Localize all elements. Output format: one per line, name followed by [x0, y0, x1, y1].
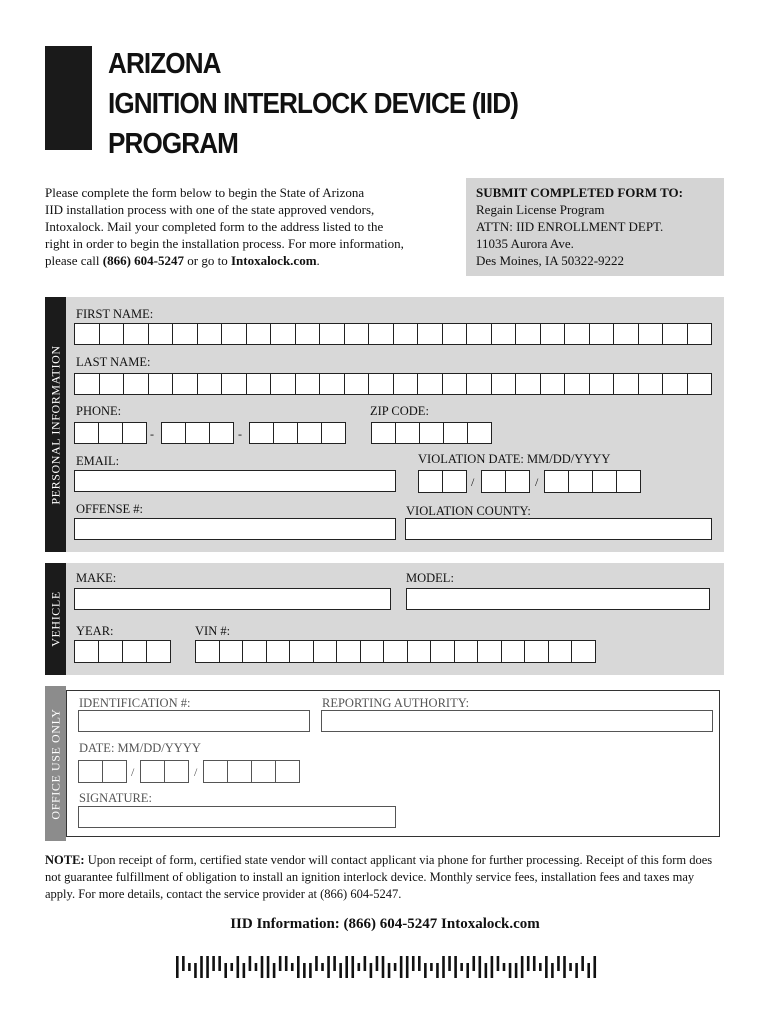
- character-box[interactable]: [266, 640, 291, 663]
- character-box[interactable]: [371, 422, 396, 444]
- character-box[interactable]: [481, 470, 506, 493]
- barcode-bar: [382, 956, 385, 978]
- character-box[interactable]: [548, 640, 573, 663]
- barcode-bar: [557, 956, 560, 971]
- character-box[interactable]: [662, 323, 688, 345]
- office-use-sidebar-label: OFFICE USE ONLY: [48, 707, 62, 820]
- barcode-bar: [291, 963, 294, 971]
- title-line-1: ARIZONA: [108, 48, 221, 80]
- character-box[interactable]: [99, 323, 125, 345]
- character-box[interactable]: [164, 760, 189, 783]
- character-box[interactable]: [246, 323, 272, 345]
- barcode-bar: [418, 956, 421, 971]
- date-slash: /: [131, 765, 135, 779]
- date-slash: /: [535, 475, 539, 489]
- character-box[interactable]: [638, 323, 664, 345]
- barcode-bar: [539, 963, 542, 971]
- character-box[interactable]: [613, 323, 639, 345]
- barcode-bar: [333, 956, 336, 971]
- submit-address-line: Regain License Program: [476, 202, 605, 217]
- last-name-field[interactable]: [74, 373, 711, 395]
- barcode-bar: [182, 956, 185, 971]
- character-box[interactable]: [505, 470, 530, 493]
- character-box[interactable]: [148, 323, 174, 345]
- character-box[interactable]: [270, 373, 296, 395]
- character-box[interactable]: [319, 323, 345, 345]
- character-box[interactable]: [203, 760, 228, 783]
- character-box[interactable]: [501, 640, 526, 663]
- character-box[interactable]: [221, 373, 247, 395]
- barcode-bar: [279, 956, 282, 971]
- barcode-bar: [406, 956, 409, 978]
- character-box[interactable]: [454, 640, 479, 663]
- barcode-bar: [593, 956, 596, 978]
- character-box[interactable]: [270, 323, 296, 345]
- submit-heading: SUBMIT COMPLETED FORM TO:: [476, 185, 683, 200]
- reporting-authority-field[interactable]: [321, 710, 713, 732]
- barcode-bar: [321, 963, 324, 971]
- character-box[interactable]: [687, 373, 713, 395]
- zip-code-field[interactable]: [371, 422, 491, 444]
- character-box[interactable]: [219, 640, 244, 663]
- character-box[interactable]: [613, 373, 639, 395]
- character-box[interactable]: [442, 373, 468, 395]
- barcode-bar: [255, 963, 258, 971]
- barcode-bar: [200, 956, 203, 978]
- identification-field[interactable]: [78, 710, 310, 732]
- signature-field[interactable]: [78, 806, 396, 828]
- offense-number-label: OFFENSE #:: [76, 502, 144, 516]
- reporting-authority-label: REPORTING AUTHORITY:: [322, 696, 470, 710]
- character-box[interactable]: [148, 373, 174, 395]
- barcode-bar: [261, 956, 264, 978]
- barcode-bar: [364, 956, 367, 971]
- submit-address-line: 11035 Aurora Ave.: [476, 236, 574, 251]
- character-box[interactable]: [360, 640, 385, 663]
- barcode-bar: [224, 963, 227, 978]
- submit-address-line: ATTN: IID ENROLLMENT DEPT.: [476, 219, 664, 234]
- intro-text: .: [316, 253, 320, 268]
- barcode-bar: [436, 963, 439, 978]
- barcode-bar: [503, 963, 506, 971]
- date-slash: /: [471, 475, 475, 489]
- barcode-bar: [454, 956, 457, 978]
- character-box[interactable]: [122, 640, 147, 663]
- character-box[interactable]: [466, 323, 492, 345]
- character-box[interactable]: [123, 323, 149, 345]
- note-text: Upon receipt of form, certified state vendor will contact applicant via phone for further processing. Receipt of this form does not guarantee fulfillment of obligation to install an ignition interlock device. Monthly service fees, installation fees and taxes may apply. For more details, contact the service provider at (866) 604-5247.: [45, 853, 713, 901]
- submit-address-box: [466, 178, 724, 276]
- make-field[interactable]: [74, 588, 391, 610]
- title-block-bar: [45, 46, 92, 150]
- date-slash: /: [194, 765, 198, 779]
- barcode-bar: [188, 963, 191, 971]
- phone-label: PHONE:: [76, 404, 122, 418]
- character-box[interactable]: [368, 323, 394, 345]
- character-box[interactable]: [540, 373, 566, 395]
- character-box[interactable]: [662, 373, 688, 395]
- barcode-bar: [472, 956, 475, 971]
- barcode-bar: [545, 956, 548, 978]
- character-box[interactable]: [589, 323, 615, 345]
- character-box[interactable]: [313, 640, 338, 663]
- character-box[interactable]: [515, 323, 541, 345]
- barcode-bar: [581, 956, 584, 971]
- make-label: MAKE:: [76, 571, 117, 585]
- character-box[interactable]: [140, 760, 165, 783]
- character-box[interactable]: [227, 760, 252, 783]
- barcode-bar: [358, 963, 361, 971]
- character-box[interactable]: [564, 373, 590, 395]
- office-date-day-field[interactable]: [140, 760, 188, 783]
- intro-text: or go to: [184, 253, 231, 268]
- barcode-bar: [448, 956, 451, 971]
- barcode-bar: [315, 956, 318, 971]
- vehicle-sidebar-label: VEHICLE: [48, 591, 62, 647]
- office-date-year-field[interactable]: [203, 760, 299, 783]
- email-label: EMAIL:: [76, 454, 120, 468]
- intro-phone: (866) 604-5247: [102, 253, 184, 268]
- barcode-bar: [424, 963, 427, 978]
- barcode-bar: [309, 963, 312, 978]
- character-box[interactable]: [161, 422, 186, 444]
- personal-info-sidebar: [45, 297, 66, 552]
- character-box[interactable]: [295, 323, 321, 345]
- character-box[interactable]: [589, 373, 615, 395]
- character-box[interactable]: [491, 323, 517, 345]
- phone-line-number-field[interactable]: [249, 422, 345, 444]
- character-box[interactable]: [466, 373, 492, 395]
- barcode-bar: [412, 956, 415, 971]
- barcode-bar: [479, 956, 482, 978]
- character-box[interactable]: [407, 640, 432, 663]
- barcode-bar: [218, 956, 221, 971]
- violation-county-label: VIOLATION COUNTY:: [406, 504, 531, 518]
- character-box[interactable]: [540, 323, 566, 345]
- character-box[interactable]: [295, 373, 321, 395]
- character-box[interactable]: [98, 422, 123, 444]
- character-box[interactable]: [336, 640, 361, 663]
- character-box[interactable]: [592, 470, 617, 493]
- page-title: [108, 44, 518, 164]
- violation-date-month-field[interactable]: [418, 470, 466, 493]
- character-box[interactable]: [430, 640, 455, 663]
- footer-info: IID Information: (866) 604-5247 Intoxalock.com: [230, 916, 540, 932]
- character-box[interactable]: [616, 470, 641, 493]
- intro-paragraph: [45, 184, 455, 269]
- character-box[interactable]: [571, 640, 596, 663]
- character-box[interactable]: [393, 323, 419, 345]
- character-box[interactable]: [74, 323, 100, 345]
- character-box[interactable]: [321, 422, 346, 444]
- barcode-bar: [400, 956, 403, 978]
- character-box[interactable]: [491, 373, 517, 395]
- character-box[interactable]: [419, 422, 444, 444]
- character-box[interactable]: [368, 373, 394, 395]
- character-box[interactable]: [172, 323, 198, 345]
- intro-line: [45, 252, 455, 269]
- office-date-label: DATE: MM/DD/YYYY: [79, 741, 201, 755]
- character-box[interactable]: [242, 640, 267, 663]
- character-box[interactable]: [393, 373, 419, 395]
- violation-date-day-field[interactable]: [481, 470, 529, 493]
- barcode-bar: [339, 963, 342, 978]
- barcode-bar: [515, 963, 518, 978]
- barcode-bar: [430, 963, 433, 971]
- character-box[interactable]: [197, 323, 223, 345]
- office-date-month-field[interactable]: [78, 760, 126, 783]
- identification-label: IDENTIFICATION #:: [79, 696, 191, 710]
- barcode-bar: [243, 963, 246, 978]
- barcode-bar: [563, 956, 566, 978]
- model-label: MODEL:: [406, 571, 454, 585]
- character-box[interactable]: [417, 373, 443, 395]
- year-field[interactable]: [74, 640, 170, 663]
- character-box[interactable]: [417, 323, 443, 345]
- barcode-bar: [569, 963, 572, 971]
- intro-text: please call: [45, 253, 103, 268]
- character-box[interactable]: [544, 470, 569, 493]
- character-box[interactable]: [209, 422, 234, 444]
- barcode-bar: [303, 963, 306, 978]
- barcode-bar: [587, 963, 590, 978]
- character-box[interactable]: [383, 640, 408, 663]
- barcode-bar: [297, 956, 300, 978]
- first-name-field[interactable]: [74, 323, 711, 345]
- character-box[interactable]: [102, 760, 127, 783]
- character-box[interactable]: [221, 323, 247, 345]
- character-box[interactable]: [251, 760, 276, 783]
- title-line-3: PROGRAM: [108, 128, 239, 160]
- note-label: NOTE:: [45, 853, 85, 867]
- character-box[interactable]: [74, 373, 100, 395]
- character-box[interactable]: [99, 373, 125, 395]
- vin-label: VIN #:: [195, 624, 231, 638]
- violation-county-field[interactable]: [405, 518, 712, 540]
- character-box[interactable]: [395, 422, 420, 444]
- intro-website-link[interactable]: Intoxalock.com: [230, 253, 317, 268]
- phone-prefix-field[interactable]: [161, 422, 233, 444]
- barcode-bar: [388, 963, 391, 978]
- barcode-bar: [351, 956, 354, 978]
- barcode-bar: [509, 963, 512, 978]
- office-use-sidebar: [45, 686, 66, 841]
- character-box[interactable]: [74, 640, 99, 663]
- phone-dash: -: [150, 427, 154, 441]
- character-box[interactable]: [122, 422, 147, 444]
- barcode-bar: [497, 956, 500, 971]
- barcode-bar: [176, 956, 179, 978]
- character-box[interactable]: [564, 323, 590, 345]
- barcode-bar: [485, 963, 488, 978]
- first-name-label: FIRST NAME:: [76, 307, 154, 321]
- barcode-bar: [249, 956, 252, 971]
- title-line-2: IGNITION INTERLOCK DEVICE (IID): [108, 88, 519, 120]
- submit-address-line: Des Moines, IA 50322-9222: [476, 253, 625, 268]
- character-box[interactable]: [195, 640, 220, 663]
- postal-barcode: [176, 956, 602, 978]
- character-box[interactable]: [249, 422, 274, 444]
- barcode-bar: [237, 956, 240, 978]
- note-paragraph: [45, 852, 725, 903]
- barcode-bar: [521, 956, 524, 978]
- barcode-bar: [206, 956, 209, 978]
- character-box[interactable]: [98, 640, 123, 663]
- character-box[interactable]: [515, 373, 541, 395]
- zip-code-label: ZIP CODE:: [370, 404, 429, 418]
- barcode-bar: [491, 956, 494, 978]
- character-box[interactable]: [197, 373, 223, 395]
- character-box[interactable]: [146, 640, 171, 663]
- intro-line: IID installation process with one of the state approved vendors,: [45, 202, 375, 217]
- model-field[interactable]: [406, 588, 710, 610]
- offense-number-field[interactable]: [74, 518, 396, 540]
- phone-dash: -: [238, 427, 242, 441]
- character-box[interactable]: [687, 323, 713, 345]
- barcode-bar: [551, 963, 554, 978]
- character-box[interactable]: [273, 422, 298, 444]
- character-box[interactable]: [289, 640, 314, 663]
- character-box[interactable]: [344, 373, 370, 395]
- character-box[interactable]: [524, 640, 549, 663]
- barcode-bar: [442, 956, 445, 978]
- year-label: YEAR:: [76, 624, 114, 638]
- last-name-label: LAST NAME:: [76, 355, 151, 369]
- character-box[interactable]: [442, 470, 467, 493]
- email-field[interactable]: [74, 470, 396, 492]
- character-box[interactable]: [418, 470, 443, 493]
- barcode-bar: [575, 963, 578, 978]
- character-box[interactable]: [442, 323, 468, 345]
- character-box[interactable]: [78, 760, 103, 783]
- barcode-bar: [394, 963, 397, 971]
- character-box[interactable]: [443, 422, 468, 444]
- barcode-bar: [533, 956, 536, 971]
- barcode-bar: [460, 963, 463, 971]
- barcode-bar: [212, 956, 215, 971]
- barcode-bar: [466, 963, 469, 978]
- intro-line: Intoxalock. Mail your completed form to the address listed to the: [45, 219, 384, 234]
- character-box[interactable]: [246, 373, 272, 395]
- barcode-bar: [370, 963, 373, 978]
- intro-line: right in order to begin the installation process. For more information,: [45, 236, 404, 251]
- character-box[interactable]: [467, 422, 492, 444]
- barcode-bar: [527, 956, 530, 971]
- barcode-bar: [230, 963, 233, 971]
- violation-date-year-field[interactable]: [544, 470, 640, 493]
- character-box[interactable]: [344, 323, 370, 345]
- intro-line: Please complete the form below to begin the State of Arizona: [45, 185, 365, 200]
- barcode-bar: [273, 963, 276, 978]
- phone-area-code-field[interactable]: [74, 422, 146, 444]
- character-box[interactable]: [319, 373, 345, 395]
- character-box[interactable]: [185, 422, 210, 444]
- barcode-bar: [267, 956, 270, 978]
- character-box[interactable]: [172, 373, 198, 395]
- violation-date-label: VIOLATION DATE: MM/DD/YYYY: [418, 452, 611, 466]
- character-box[interactable]: [123, 373, 149, 395]
- barcode-bar: [327, 956, 330, 978]
- character-box[interactable]: [568, 470, 593, 493]
- vehicle-sidebar: [45, 563, 66, 675]
- character-box[interactable]: [297, 422, 322, 444]
- personal-info-sidebar-label: PERSONAL INFORMATION: [48, 344, 62, 505]
- barcode-bar: [194, 963, 197, 978]
- barcode-bar: [376, 956, 379, 971]
- signature-label: SIGNATURE:: [79, 791, 152, 805]
- vin-field[interactable]: [195, 640, 595, 663]
- character-box[interactable]: [74, 422, 99, 444]
- character-box[interactable]: [275, 760, 300, 783]
- character-box[interactable]: [638, 373, 664, 395]
- barcode-bar: [345, 956, 348, 978]
- barcode-bar: [285, 956, 288, 971]
- character-box[interactable]: [477, 640, 502, 663]
